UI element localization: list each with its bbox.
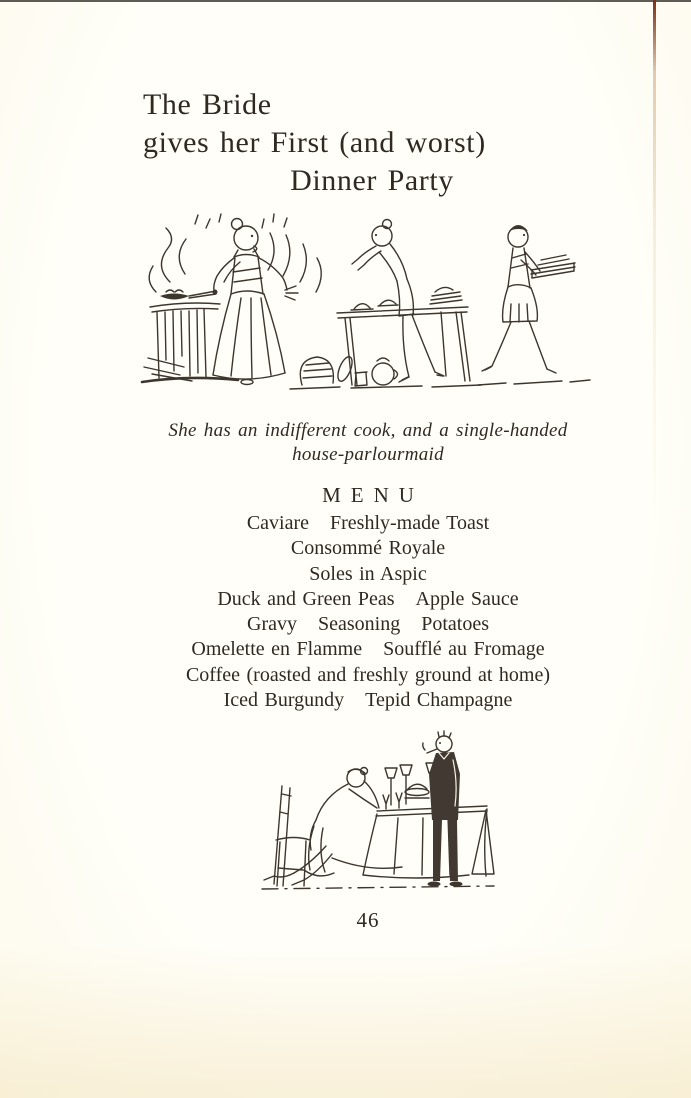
menu-item: Tepid Champagne	[365, 689, 513, 712]
title-line: Dinner Party	[290, 164, 454, 197]
menu-item: Gravy	[247, 613, 297, 636]
menu-list	[40, 511, 691, 713]
dinner-table-sketch-drawing	[236, 728, 534, 900]
ground-lines	[290, 380, 590, 389]
maid-figure	[482, 225, 575, 373]
menu-item: Coffee (roasted and freshly ground at home)	[185, 663, 551, 686]
scan-top-edge	[0, 0, 691, 2]
kitchen-sketch-drawing	[140, 208, 592, 392]
menu-item: Freshly-made Toast	[330, 512, 490, 534]
ground-line	[262, 886, 494, 889]
menu-item: Seasoning	[317, 613, 401, 636]
menu-item: Duck and Green Peas	[217, 587, 395, 610]
menu-item: Consommé Royale	[290, 537, 446, 560]
menu-line	[40, 587, 691, 612]
menu-line	[40, 637, 691, 662]
frying-pan	[160, 290, 216, 300]
menu-item: Soles in Aspic	[309, 562, 427, 585]
menu-item: Soufflé au Fromage	[383, 638, 545, 661]
stove	[142, 303, 238, 382]
title-line: gives her First (and worst)	[143, 126, 486, 159]
menu-line	[40, 688, 691, 713]
bride-figure	[352, 220, 444, 383]
dining-table	[363, 806, 494, 878]
page-title	[143, 86, 601, 200]
menu-item: Iced Burgundy	[223, 689, 345, 712]
cook-figure	[213, 219, 299, 385]
kitchen-sketch-illustration	[140, 208, 592, 392]
menu-item: Potatoes	[421, 613, 489, 636]
caption-line: She has an indifferent cook, and a single-handed	[168, 420, 568, 441]
dinner-table-sketch-illustration	[236, 728, 534, 900]
menu-line	[40, 511, 691, 536]
menu-line	[40, 536, 691, 561]
smoke-swirls	[149, 214, 321, 292]
page-number: 46	[356, 908, 380, 932]
menu-item: Omelette en Flamme	[191, 638, 363, 661]
menu-item: Caviare	[246, 512, 310, 534]
menu-line	[40, 612, 691, 637]
caption-line: house-parlourmaid	[292, 444, 444, 465]
menu-heading: MENU	[322, 483, 424, 507]
menu-line	[40, 562, 691, 587]
title-line: The Bride	[143, 88, 272, 121]
illustration-caption	[40, 419, 691, 467]
menu-line	[40, 663, 691, 688]
menu-item: Apple Sauce	[415, 587, 519, 610]
